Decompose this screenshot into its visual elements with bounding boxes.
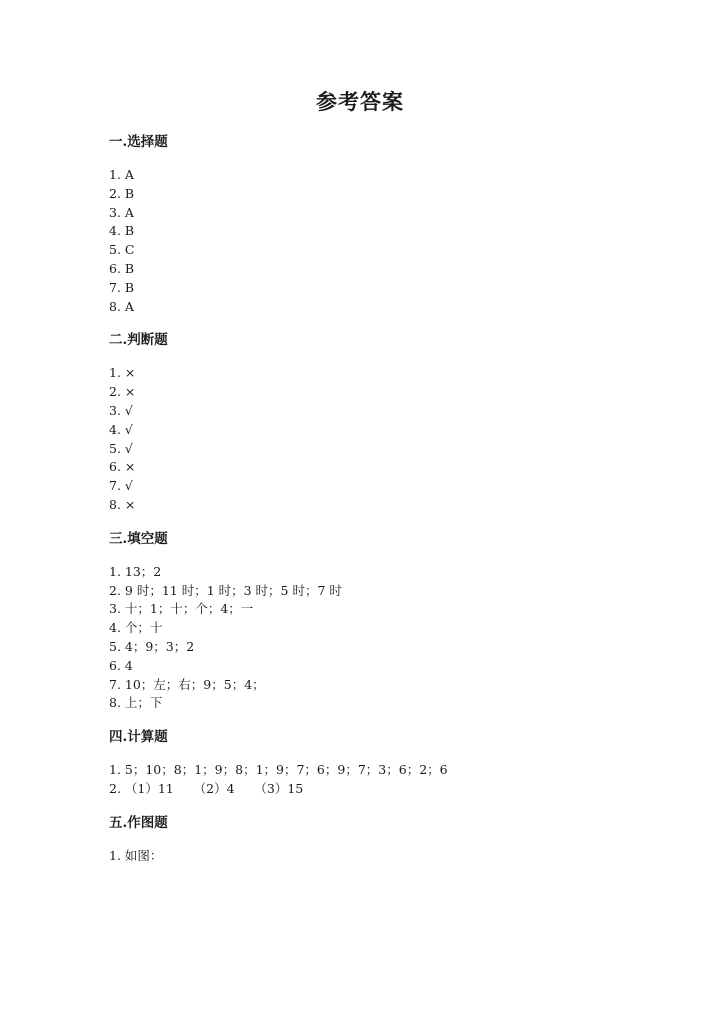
answer-item: 1. 如图： [109,847,163,863]
section-fill-blank [109,529,669,713]
answer-item: 7. √ [109,478,133,494]
section-heading: 二.判断题 [109,332,168,349]
section-calculation [109,727,669,799]
section-judgement [109,330,669,514]
answer-list [109,364,669,514]
answer-item: 3. A [109,204,134,220]
answer-list [109,761,669,799]
answer-item: 6. B [109,260,135,276]
answer-item: 5. √ [109,440,133,456]
answer-item: 6. × [109,459,136,475]
section-drawing [109,813,669,866]
answer-item: 8. A [109,298,134,314]
answer-item: 6. 4 [109,657,133,673]
answer-list [109,847,669,866]
answer-item: 3. 十；1；十；个；4；一 [109,601,254,617]
answer-item: 4. 个；十 [109,620,163,636]
answer-item: 1. × [109,365,136,381]
section-heading: 三.填空题 [109,530,168,547]
section-choice [109,132,669,316]
answer-item: 2. （1）11 （2）4 （3）15 [109,780,304,796]
answer-item: 1. 5；10；8；1；9；8；1；9；7；6；9；7；3；6；2；6 [109,762,448,778]
answer-item: 1. 13；2 [109,563,162,579]
answer-item: 2. × [109,384,136,400]
answer-item: 1. A [109,167,134,182]
answer-item: 5. C [109,242,135,258]
answer-item: 7. 10；左；右；9；5；4； [109,676,265,692]
section-heading: 五.作图题 [109,814,168,831]
answer-item: 7. B [109,279,135,295]
page-title: 参考答案 [316,89,404,114]
answer-item: 2. 9 时；11 时；1 时；3 时；5 时；7 时 [109,582,342,598]
answer-item: 5. 4；9；3；2 [109,638,195,654]
answer-item: 4. B [109,223,135,239]
answer-item: 8. × [109,496,136,512]
section-heading: 四.计算题 [109,729,168,746]
answer-list [109,166,669,316]
answer-content [109,132,669,880]
answer-item: 4. √ [109,421,133,437]
answer-list [109,563,669,713]
answer-item: 2. B [109,185,135,201]
section-heading: 一.选择题 [109,134,168,150]
answer-item: 3. √ [109,402,133,418]
answer-item: 8. 上；下 [109,695,163,711]
